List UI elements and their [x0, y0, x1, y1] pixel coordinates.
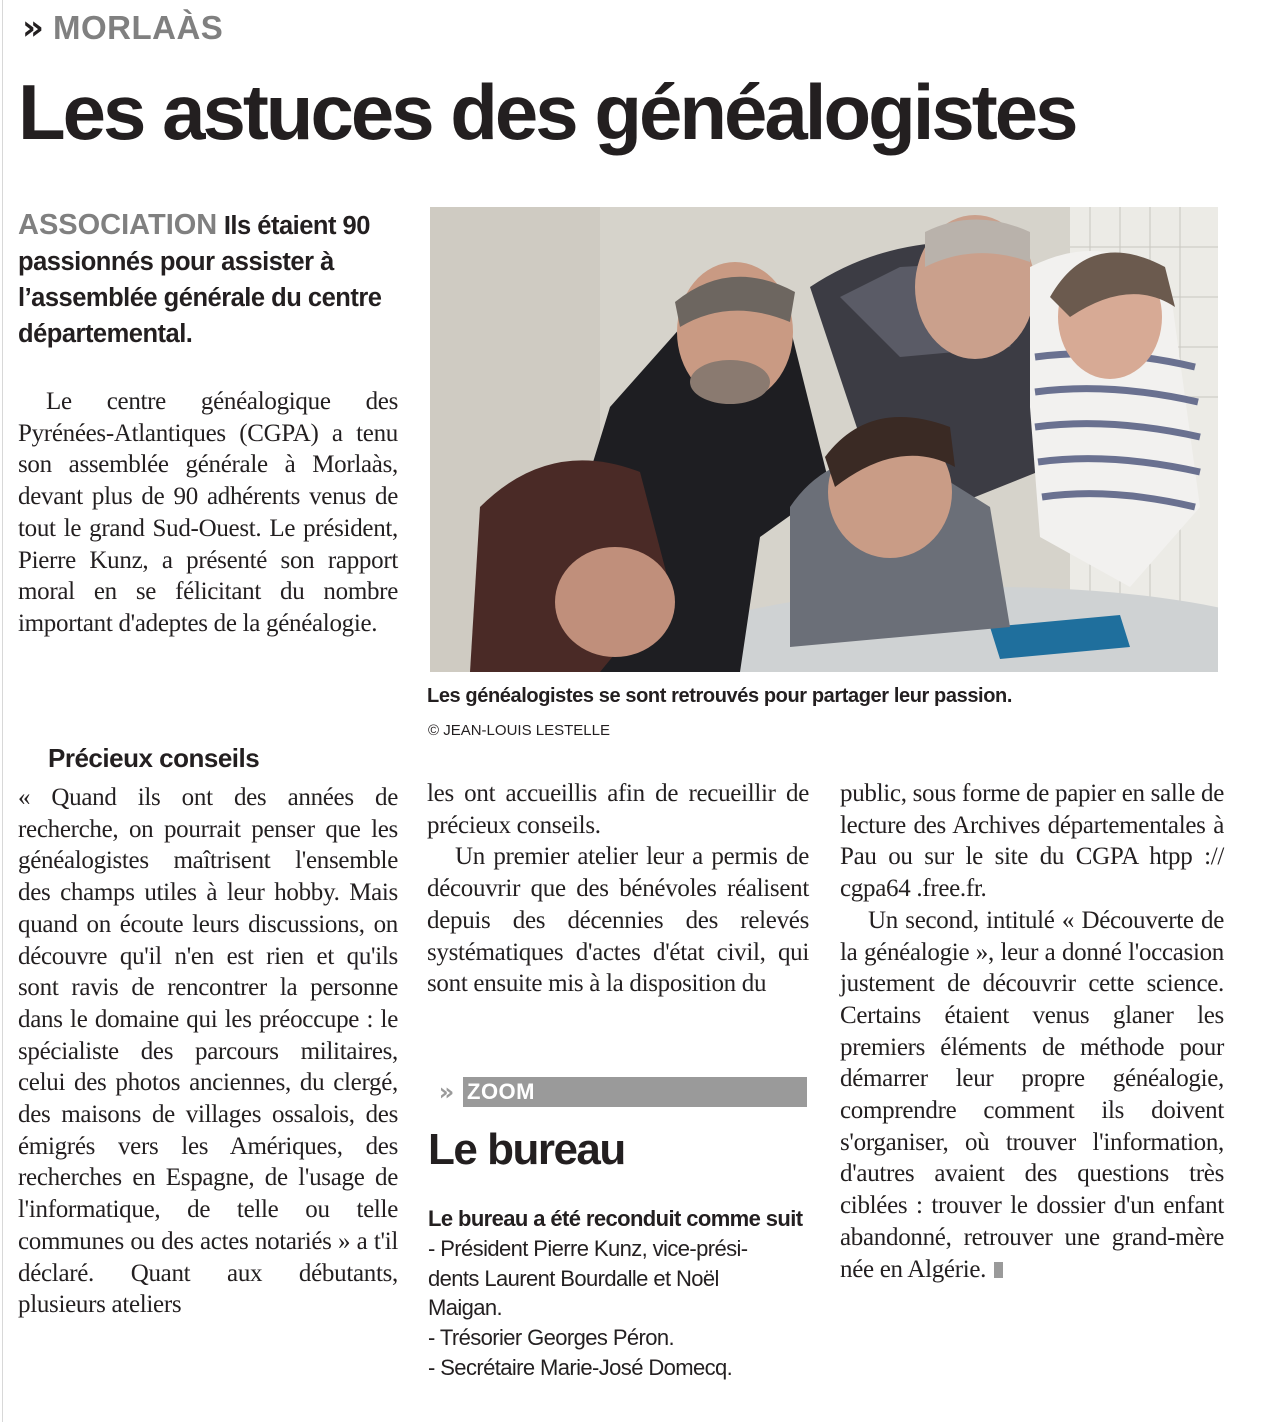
- photo-credit: © JEAN-LOUIS LESTELLE: [428, 722, 610, 739]
- zoom-box-line: Maigan.: [428, 1295, 503, 1321]
- body-column-3: [840, 778, 1224, 1285]
- zoom-box-line: dents Laurent Bourdalle et Noël: [428, 1265, 719, 1291]
- end-of-article-mark: [994, 1262, 1003, 1278]
- body-paragraph-3-part-2: public, sous forme de papier en salle de lecture des Archives départementales à Pau ou sur le site du CGPA htpp :// cgpa64 .free.fr.: [840, 780, 1224, 903]
- article-photo: [430, 207, 1218, 672]
- body-column-1-top: [18, 386, 398, 640]
- body-column-1-bottom: [18, 782, 398, 1321]
- lead-paragraph: [18, 207, 410, 352]
- body-paragraph-2-part-2: les ont accueillis afin de recueillir de précieux conseils.: [427, 780, 809, 839]
- zoom-box-line: - Secrétaire Marie-José Domecq.: [428, 1354, 733, 1380]
- body-paragraph-1: Le centre généalogique des Pyrénées-Atlantiques (CGPA) a tenu son assemblée générale à Morlaàs, devant plus de 90 adhérents venus de tout le grand Sud-Ouest. Le président, Pierre Kunz, a présenté son rapport moral en se félicitant du nombre important d'adeptes de la généalogie.: [18, 388, 398, 637]
- genealogists-photo-illustration: [430, 207, 1218, 672]
- zoom-box-line: - Trésorier Georges Péron.: [428, 1325, 675, 1351]
- zoom-box-line: Le bureau a été reconduit comme suit: [428, 1206, 803, 1231]
- zoom-label: ZOOM: [467, 1079, 535, 1104]
- lead-label: ASSOCIATION: [18, 209, 218, 241]
- chevron-marker-icon: »: [427, 1077, 463, 1107]
- body-paragraph-3-part-1: Un premier atelier leur a permis de découvrir que des bénévoles réalisent depuis des décennies des relevés systématiques d'actes d'état civil, qui sont ensuite mis à la disposition du: [427, 843, 809, 998]
- zoom-box-title: Le bureau: [428, 1125, 625, 1174]
- body-paragraph-4-text: Un second, intitulé « Découverte de la généalogie », leur a donné l'occasion justement de découvrir cette science. Certains étaient venus glaner les premiers éléments de méthode pour démarrer leur propre généalogie, comprendre comment ils doivent s'organiser, où trouver l'information, d'autres avaient des questions très ciblées : trouver le dossier d'un enfant abandonné, retrouver une grand-mère née en Algérie.: [840, 906, 1224, 1283]
- subheading-precieux-conseils: Précieux conseils: [48, 743, 260, 773]
- section-kicker: [22, 6, 223, 50]
- headline: Les astuces des généalogistes: [18, 68, 1076, 156]
- body-column-2: [427, 778, 809, 1000]
- photo-caption: Les généalogistes se sont retrouvés pour partager leur passion.: [427, 685, 1012, 707]
- body-paragraph-4: [840, 905, 1224, 1285]
- body-paragraph-2-part-1: « Quand ils ont des années de recherche, on pourrait penser que les généalogistes maîtrisent l'ensemble des champs utiles à leur hobby. Mais quand on écoute leurs discussions, on découvre qu'il n'en est rien et qu'ils sont ravis de rencontrer la personne dans le domaine qui les préoccupe : le spécialiste des parcours militaires, celui des photos anciennes, du clergé, des maisons de villages ossalois, des émigrés vers les Amériques, des recherches en Espagne, de l'usage de l'informatique, de telle ou telle communes ou des actes notariés » a t'il déclaré. Quant aux débutants, plusieurs ateliers: [18, 784, 398, 1319]
- zoom-box-body: [428, 1204, 810, 1383]
- section-location: MORLAÀS: [52, 9, 224, 46]
- zoom-box-line: - Président Pierre Kunz, vice-prési-: [428, 1235, 748, 1261]
- lead-text: Ils étaient 90 passionnés pour assister à l’assemblée générale du centre départemental.: [18, 212, 382, 348]
- page-edge-rule: [2, 0, 3, 1422]
- zoom-banner: [427, 1077, 807, 1107]
- chevron-marker-icon: »: [22, 8, 41, 48]
